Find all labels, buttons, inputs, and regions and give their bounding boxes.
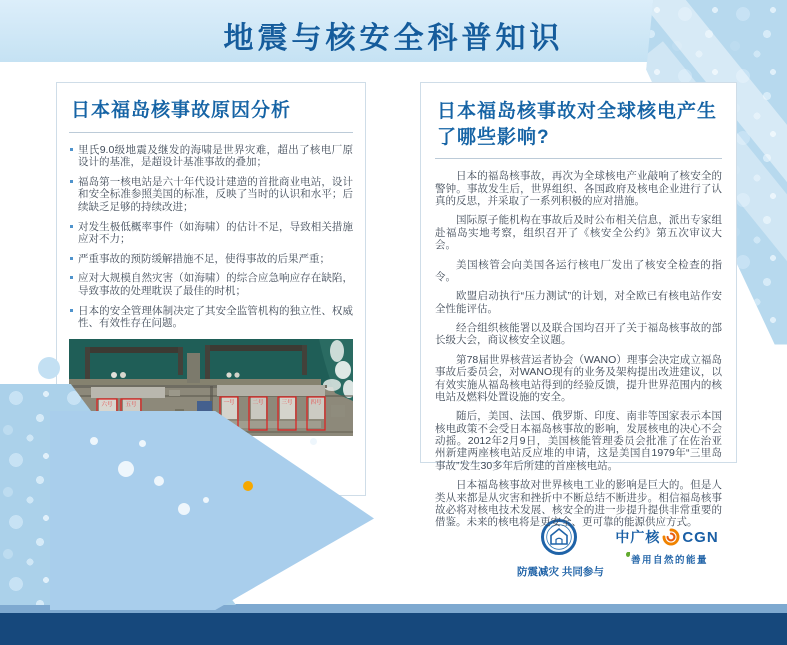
decoration-dot — [118, 461, 134, 477]
cgn-name-en: CGN — [682, 528, 719, 546]
unit-label: 五号 — [125, 401, 137, 408]
paragraph: 欧盟启动执行“压力测试”的计划，对全欧已有核电站作安全性能评估。 — [435, 290, 722, 315]
cgn-slogan: 善用自然的能量 — [610, 552, 724, 566]
cgn-name-cn: 中广核 — [615, 529, 661, 545]
decoration-dot — [203, 497, 209, 503]
cgn-logo — [610, 527, 724, 566]
title-divider — [435, 158, 722, 159]
bullet-item: 严重事故的预防缓解措施不足，使得事故的后果严重； — [69, 253, 353, 266]
unit-label: 二号 — [252, 399, 264, 406]
decoration-dot — [38, 357, 60, 379]
cgn-swirl-icon — [662, 528, 680, 546]
unit-label: 六号 — [101, 401, 113, 408]
left-card-title: 日本福岛核事故原因分析 — [71, 100, 292, 121]
footer-navy-bar — [0, 613, 787, 645]
bullet-item: 福岛第一核电站是六十年代设计建造的首批商业电站，设计和安全标准参照美国的标准，反映了当时的认识和水平；后续缺乏足够的持续改进； — [69, 176, 353, 214]
unit-label: 三号 — [281, 399, 293, 406]
decoration-dot — [139, 440, 146, 447]
paragraph: 日本的福岛核事故，再次为全球核电产业敲响了核安全的警钟。事故发生后，世界组织、各国政府及核电企业进行了认真的反思，并采取了一系列积极的应对措施。 — [435, 170, 722, 208]
decoration-orange-dot — [243, 481, 253, 491]
bullet-item: 里氏9.0级地震及继发的海啸是世界灾难，超出了核电厂原设计的基准，是超设计基准事故的叠加； — [69, 144, 353, 169]
decoration-dot — [178, 503, 190, 515]
paragraph: 国际原子能机构在事故后及时公布相关信息，派出专家组赴福岛实地考察，组织召开了《核安全公约》第五次审议大会。 — [435, 214, 722, 252]
impact-paragraphs — [435, 170, 722, 528]
paragraph: 随后，美国、法国、俄罗斯、印度、南非等国家表示本国核电政策不会受日本福岛核事故的影响，发展核电的决心不会动摇。2012年2月9日，美国核能管理委员会批准了在佐治亚州新建两座核电站反应堆的申请，这是美国自1979年“三里岛事故”发生30多年后所建的首座核电站。 — [435, 410, 722, 472]
decoration-dot — [154, 476, 164, 486]
page-title: 地震与核安全科普知识 — [223, 22, 564, 55]
unit-label: 四号 — [310, 399, 322, 406]
unit-label: 一号 — [223, 399, 235, 406]
cause-bullet-list — [69, 144, 353, 330]
decoration-dot — [310, 438, 317, 445]
paragraph: 美国核管会向美国各运行核电厂发出了核安全检查的指令。 — [435, 258, 722, 283]
paragraph: 日本福岛核事故对世界核电工业的影响是巨大的。但是人类从来都是从灾害和挫折中不断总结不断进步。相信福岛核事故必将对核电技术发展、核安全的进一步提升提供非常重要的借鉴。未来的核电将是更安全、更可靠的能源供应方式。 — [435, 479, 722, 529]
paragraph: 经合组织核能署以及联合国均召开了关于福岛核事故的部长级大会，商议核安全议题。 — [435, 322, 722, 347]
paragraph: 第78届世界核营运者协会（WANO）理事会决定成立福岛事故后委员会，对WANO现有的业务及架构提出改进建议，以有效实施从福岛核电站得到的经验反馈，提升世界范围内的核电站及燃料处置设施的安全。 — [435, 353, 722, 403]
earthquake-logo-caption: 防震减灾 共同参与 — [517, 566, 604, 578]
bullet-item: 应对大规模自然灾害（如海啸）的综合应急响应存在缺陷，导致事故的处理耽误了最佳的时机； — [69, 272, 353, 297]
decoration-dot — [90, 437, 98, 445]
title-divider — [69, 132, 353, 133]
bullet-item: 对发生极低概率事件（如海啸）的估计不足，导致相关措施应对不力； — [69, 221, 353, 246]
bullet-item: 日本的安全管理体制决定了其安全监管机构的独立性、权威性、有效性存在问题。 — [69, 305, 353, 330]
right-card-title: 日本福岛核事故对全球核电产生了哪些影响? — [437, 101, 718, 148]
card-global-impact — [420, 82, 737, 529]
